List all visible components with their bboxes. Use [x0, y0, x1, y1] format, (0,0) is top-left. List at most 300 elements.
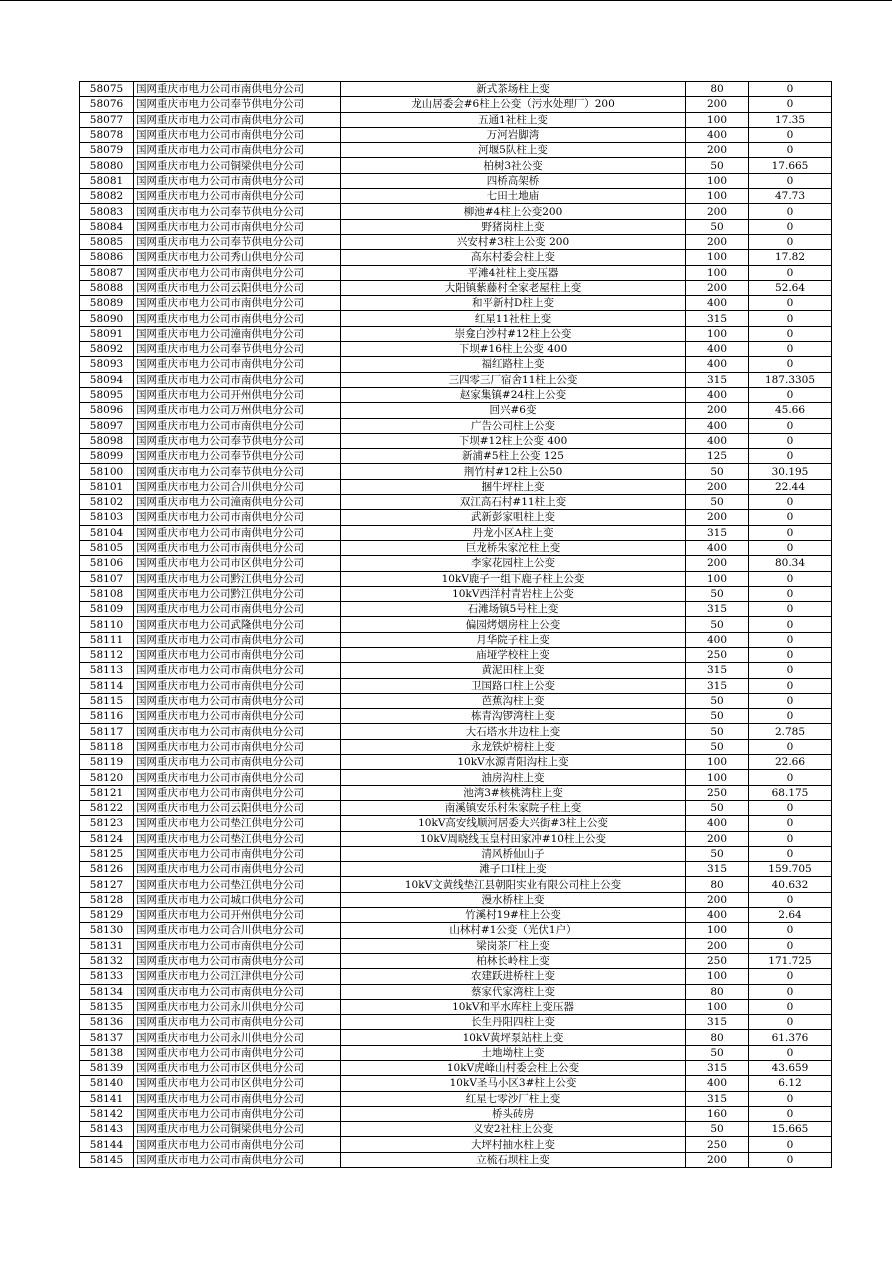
capacity-cell: 200: [686, 204, 749, 219]
transformer-name-cell: 新浦#5柱上公变 125: [341, 449, 686, 464]
value-cell: 159.705: [749, 862, 832, 877]
company-cell: 国网重庆市电力公司市南供电分公司: [134, 219, 341, 234]
transformer-name-cell: 巨龙桥朱家沱柱上变: [341, 540, 686, 555]
table-row: [80, 296, 832, 311]
transformer-name-cell: 大坪村抽水柱上变: [341, 1137, 686, 1152]
capacity-cell: 200: [686, 479, 749, 494]
transformer-name-cell: 赵家集镇#24柱上公变: [341, 387, 686, 402]
value-cell: 2.64: [749, 908, 832, 923]
company-cell: 国网重庆市电力公司市南供电分公司: [134, 938, 341, 953]
company-cell: 国网重庆市电力公司市南供电分公司: [134, 632, 341, 647]
value-cell: 0: [749, 1106, 832, 1121]
transformer-name-cell: 偏园烤烟房柱上公变: [341, 617, 686, 632]
capacity-cell: 50: [686, 800, 749, 815]
company-cell: 国网重庆市电力公司市南供电分公司: [134, 647, 341, 662]
transformer-name-cell: 李家花园柱上公变: [341, 556, 686, 571]
row-id-cell: 58133: [80, 969, 134, 984]
row-id-cell: 58145: [80, 1152, 134, 1167]
capacity-cell: 100: [686, 265, 749, 280]
company-cell: 国网重庆市电力公司市南供电分公司: [134, 357, 341, 372]
transformer-name-cell: 梁岗茶厂柱上变: [341, 938, 686, 953]
company-cell: 国网重庆市电力公司市南供电分公司: [134, 265, 341, 280]
transformer-name-cell: 龙山居委会#6柱上公变（污水处理厂）200: [341, 97, 686, 112]
value-cell: 0: [749, 495, 832, 510]
company-cell: 国网重庆市电力公司潼南供电分公司: [134, 495, 341, 510]
value-cell: 2.785: [749, 724, 832, 739]
row-id-cell: 58082: [80, 189, 134, 204]
table-row: [80, 250, 832, 265]
table-row: [80, 189, 832, 204]
value-cell: 0: [749, 693, 832, 708]
table-row: [80, 923, 832, 938]
capacity-cell: 315: [686, 862, 749, 877]
table-row: [80, 571, 832, 586]
capacity-cell: 200: [686, 510, 749, 525]
row-id-cell: 58092: [80, 342, 134, 357]
capacity-cell: 315: [686, 1015, 749, 1030]
transformer-name-cell: 柏林长岭柱上变: [341, 953, 686, 968]
value-cell: 40.632: [749, 877, 832, 892]
transformer-name-cell: 竹溪村19#柱上公变: [341, 908, 686, 923]
capacity-cell: 50: [686, 709, 749, 724]
value-cell: 0: [749, 923, 832, 938]
row-id-cell: 58107: [80, 571, 134, 586]
transformer-name-cell: 石滩场镇5号柱上变: [341, 602, 686, 617]
capacity-cell: 200: [686, 831, 749, 846]
value-cell: 0: [749, 540, 832, 555]
capacity-cell: 315: [686, 678, 749, 693]
capacity-cell: 315: [686, 525, 749, 540]
transformer-name-cell: 荆竹村#12柱上公50: [341, 464, 686, 479]
capacity-cell: 50: [686, 158, 749, 173]
company-cell: 国网重庆市电力公司市南供电分公司: [134, 143, 341, 158]
capacity-cell: 200: [686, 938, 749, 953]
company-cell: 国网重庆市电力公司市区供电分公司: [134, 1076, 341, 1091]
table-row: [80, 418, 832, 433]
table-row: [80, 311, 832, 326]
table-row: [80, 464, 832, 479]
value-cell: 0: [749, 831, 832, 846]
capacity-cell: 250: [686, 953, 749, 968]
capacity-cell: 100: [686, 571, 749, 586]
transformer-name-cell: 立梳石坝柱上变: [341, 1152, 686, 1167]
transformer-name-cell: 武新彭家咀柱上变: [341, 510, 686, 525]
transformer-name-cell: 10kV高安线顺河居委大兴街#3柱上公变: [341, 816, 686, 831]
value-cell: 22.44: [749, 479, 832, 494]
table-row: [80, 785, 832, 800]
row-id-cell: 58104: [80, 525, 134, 540]
table-row: [80, 1061, 832, 1076]
capacity-cell: 100: [686, 326, 749, 341]
capacity-cell: 100: [686, 923, 749, 938]
table-row: [80, 1106, 832, 1121]
row-id-cell: 58075: [80, 82, 134, 97]
value-cell: 0: [749, 311, 832, 326]
value-cell: 0: [749, 219, 832, 234]
table-row: [80, 173, 832, 188]
table-row: [80, 678, 832, 693]
capacity-cell: 315: [686, 311, 749, 326]
top-border-line: [0, 0, 892, 1]
company-cell: 国网重庆市电力公司垫江供电分公司: [134, 816, 341, 831]
value-cell: 0: [749, 709, 832, 724]
transformer-name-cell: 福红路柱上变: [341, 357, 686, 372]
company-cell: 国网重庆市电力公司奉节供电分公司: [134, 234, 341, 249]
capacity-cell: 400: [686, 632, 749, 647]
company-cell: 国网重庆市电力公司市南供电分公司: [134, 663, 341, 678]
row-id-cell: 58095: [80, 387, 134, 402]
row-id-cell: 58083: [80, 204, 134, 219]
company-cell: 国网重庆市电力公司合川供电分公司: [134, 479, 341, 494]
transformer-name-cell: 和平新村D柱上变: [341, 296, 686, 311]
transformer-name-cell: 月华院子柱上变: [341, 632, 686, 647]
capacity-cell: 200: [686, 1152, 749, 1167]
transformer-name-cell: 芭蕉沟柱上变: [341, 693, 686, 708]
table-row: [80, 1015, 832, 1030]
transformer-name-cell: 长生丹阳四柱上变: [341, 1015, 686, 1030]
value-cell: 0: [749, 82, 832, 97]
capacity-cell: 80: [686, 984, 749, 999]
row-id-cell: 58140: [80, 1076, 134, 1091]
company-cell: 国网重庆市电力公司市南供电分公司: [134, 678, 341, 693]
table-row: [80, 1137, 832, 1152]
table-row: [80, 372, 832, 387]
capacity-cell: 200: [686, 234, 749, 249]
company-cell: 国网重庆市电力公司云阳供电分公司: [134, 280, 341, 295]
table-row: [80, 433, 832, 448]
table-row: [80, 1122, 832, 1137]
value-cell: 0: [749, 510, 832, 525]
row-id-cell: 58087: [80, 265, 134, 280]
company-cell: 国网重庆市电力公司市南供电分公司: [134, 709, 341, 724]
table-row: [80, 1030, 832, 1045]
company-cell: 国网重庆市电力公司市南供电分公司: [134, 846, 341, 861]
company-cell: 国网重庆市电力公司铜梁供电分公司: [134, 1122, 341, 1137]
transformer-name-cell: 油房沟柱上变: [341, 770, 686, 785]
table-row: [80, 602, 832, 617]
company-cell: 国网重庆市电力公司黔江供电分公司: [134, 571, 341, 586]
row-id-cell: 58108: [80, 586, 134, 601]
company-cell: 国网重庆市电力公司奉节供电分公司: [134, 433, 341, 448]
table-row: [80, 617, 832, 632]
company-cell: 国网重庆市电力公司市区供电分公司: [134, 1061, 341, 1076]
transformer-name-cell: 池湾3#核桃湾柱上变: [341, 785, 686, 800]
company-cell: 国网重庆市电力公司垫江供电分公司: [134, 831, 341, 846]
capacity-cell: 100: [686, 250, 749, 265]
transformer-name-cell: 高东村委会柱上变: [341, 250, 686, 265]
value-cell: 0: [749, 816, 832, 831]
table-row: [80, 479, 832, 494]
capacity-cell: 50: [686, 1122, 749, 1137]
value-cell: 0: [749, 770, 832, 785]
value-cell: 0: [749, 1091, 832, 1106]
row-id-cell: 58121: [80, 785, 134, 800]
value-cell: 0: [749, 571, 832, 586]
company-cell: 国网重庆市电力公司奉节供电分公司: [134, 449, 341, 464]
transformer-name-cell: 滩子口Ⅰ柱上变: [341, 862, 686, 877]
value-cell: 0: [749, 1045, 832, 1060]
row-id-cell: 58114: [80, 678, 134, 693]
value-cell: 45.66: [749, 403, 832, 418]
capacity-cell: 50: [686, 464, 749, 479]
company-cell: 国网重庆市电力公司奉节供电分公司: [134, 342, 341, 357]
value-cell: 0: [749, 602, 832, 617]
capacity-cell: 50: [686, 846, 749, 861]
transformer-name-cell: 崇龛白沙村#12柱上公变: [341, 326, 686, 341]
row-id-cell: 58085: [80, 234, 134, 249]
value-cell: 17.665: [749, 158, 832, 173]
row-id-cell: 58105: [80, 540, 134, 555]
capacity-cell: 50: [686, 495, 749, 510]
company-cell: 国网重庆市电力公司市南供电分公司: [134, 525, 341, 540]
table-row: [80, 1152, 832, 1167]
table-row: [80, 908, 832, 923]
transformer-name-cell: 下坝#16柱上公变 400: [341, 342, 686, 357]
capacity-cell: 100: [686, 189, 749, 204]
transformer-name-cell: 回兴#6变: [341, 403, 686, 418]
row-id-cell: 58115: [80, 693, 134, 708]
company-cell: 国网重庆市电力公司市南供电分公司: [134, 1152, 341, 1167]
table-row: [80, 1076, 832, 1091]
row-id-cell: 58134: [80, 984, 134, 999]
value-cell: 0: [749, 525, 832, 540]
table-row: [80, 280, 832, 295]
value-cell: 171.725: [749, 953, 832, 968]
transformer-name-cell: 庙垭学校柱上变: [341, 647, 686, 662]
transformer-name-cell: 野猪岗柱上变: [341, 219, 686, 234]
company-cell: 国网重庆市电力公司城口供电分公司: [134, 892, 341, 907]
table-row: [80, 862, 832, 877]
value-cell: 0: [749, 647, 832, 662]
transformer-name-cell: 蔡家代家湾柱上变: [341, 984, 686, 999]
transformer-name-cell: 桥头砖房: [341, 1106, 686, 1121]
transformer-name-cell: 大阳镇紫藤村全家老屋柱上变: [341, 280, 686, 295]
company-cell: 国网重庆市电力公司秀山供电分公司: [134, 250, 341, 265]
row-id-cell: 58098: [80, 433, 134, 448]
row-id-cell: 58079: [80, 143, 134, 158]
capacity-cell: 100: [686, 770, 749, 785]
company-cell: 国网重庆市电力公司市南供电分公司: [134, 770, 341, 785]
company-cell: 国网重庆市电力公司铜梁供电分公司: [134, 158, 341, 173]
table-row: [80, 219, 832, 234]
value-cell: 0: [749, 326, 832, 341]
row-id-cell: 58096: [80, 403, 134, 418]
transformer-name-cell: 大石塔水井边柱上变: [341, 724, 686, 739]
capacity-cell: 200: [686, 143, 749, 158]
row-id-cell: 58130: [80, 923, 134, 938]
company-cell: 国网重庆市电力公司市南供电分公司: [134, 510, 341, 525]
capacity-cell: 100: [686, 173, 749, 188]
capacity-cell: 400: [686, 1076, 749, 1091]
company-cell: 国网重庆市电力公司市南供电分公司: [134, 189, 341, 204]
capacity-cell: 160: [686, 1106, 749, 1121]
row-id-cell: 58094: [80, 372, 134, 387]
transformer-name-cell: 10kV水源青阳沟柱上变: [341, 755, 686, 770]
table-row: [80, 326, 832, 341]
transformer-name-cell: 五通1社柱上变: [341, 112, 686, 127]
table-row: [80, 342, 832, 357]
capacity-cell: 400: [686, 433, 749, 448]
capacity-cell: 400: [686, 418, 749, 433]
table-row: [80, 724, 832, 739]
value-cell: 17.35: [749, 112, 832, 127]
table-row: [80, 755, 832, 770]
row-id-cell: 58128: [80, 892, 134, 907]
transformer-name-cell: 七田土地庙: [341, 189, 686, 204]
transformer-name-cell: 捆牛坪柱上变: [341, 479, 686, 494]
company-cell: 国网重庆市电力公司武隆供电分公司: [134, 617, 341, 632]
value-cell: 0: [749, 173, 832, 188]
table-row: [80, 540, 832, 555]
table-row: [80, 586, 832, 601]
transformer-name-cell: 红星七零沙厂柱上变: [341, 1091, 686, 1106]
capacity-cell: 400: [686, 816, 749, 831]
value-cell: 52.64: [749, 280, 832, 295]
row-id-cell: 58091: [80, 326, 134, 341]
table-row: [80, 556, 832, 571]
table-row: [80, 158, 832, 173]
row-id-cell: 58101: [80, 479, 134, 494]
row-id-cell: 58141: [80, 1091, 134, 1106]
capacity-cell: 400: [686, 540, 749, 555]
company-cell: 国网重庆市电力公司云阳供电分公司: [134, 800, 341, 815]
row-id-cell: 58111: [80, 632, 134, 647]
table-row: [80, 510, 832, 525]
row-id-cell: 58137: [80, 1030, 134, 1045]
table-row: [80, 403, 832, 418]
capacity-cell: 50: [686, 219, 749, 234]
capacity-cell: 80: [686, 877, 749, 892]
transformer-name-cell: 南溪镇安乐村朱家院子柱上变: [341, 800, 686, 815]
transformer-name-cell: 河堰5队柱上变: [341, 143, 686, 158]
transformer-name-cell: 三四零三厂宿舍11柱上公变: [341, 372, 686, 387]
transformer-name-cell: 10kV鹿子一组下鹿子柱上公变: [341, 571, 686, 586]
capacity-cell: 315: [686, 372, 749, 387]
transformer-name-cell: 永龙铁炉榜柱上变: [341, 739, 686, 754]
table-row: [80, 265, 832, 280]
row-id-cell: 58131: [80, 938, 134, 953]
row-id-cell: 58100: [80, 464, 134, 479]
table-row: [80, 449, 832, 464]
company-cell: 国网重庆市电力公司潼南供电分公司: [134, 326, 341, 341]
company-cell: 国网重庆市电力公司市南供电分公司: [134, 311, 341, 326]
company-cell: 国网重庆市电力公司奉节供电分公司: [134, 464, 341, 479]
table-row: [80, 892, 832, 907]
transformer-name-cell: 黄泥田柱上变: [341, 663, 686, 678]
value-cell: 80.34: [749, 556, 832, 571]
row-id-cell: 58129: [80, 908, 134, 923]
value-cell: 0: [749, 846, 832, 861]
company-cell: 国网重庆市电力公司市南供电分公司: [134, 418, 341, 433]
row-id-cell: 58135: [80, 999, 134, 1014]
row-id-cell: 58117: [80, 724, 134, 739]
value-cell: 0: [749, 586, 832, 601]
transformer-name-cell: 10kV西洋村青岩柱上公变: [341, 586, 686, 601]
capacity-cell: 200: [686, 892, 749, 907]
table-row: [80, 663, 832, 678]
row-id-cell: 58109: [80, 602, 134, 617]
value-cell: 61.376: [749, 1030, 832, 1045]
row-id-cell: 58143: [80, 1122, 134, 1137]
value-cell: 0: [749, 663, 832, 678]
transformer-name-cell: 丹龙小区A柱上变: [341, 525, 686, 540]
company-cell: 国网重庆市电力公司市南供电分公司: [134, 602, 341, 617]
table-row: [80, 693, 832, 708]
table-row: [80, 127, 832, 142]
transformer-name-cell: 10kV文黄线垫江县朝阳实业有限公司柱上公变: [341, 877, 686, 892]
value-cell: 0: [749, 143, 832, 158]
capacity-cell: 100: [686, 755, 749, 770]
table-row: [80, 999, 832, 1014]
row-id-cell: 58126: [80, 862, 134, 877]
table-row: [80, 709, 832, 724]
transformer-name-cell: 栋青沟锣湾柱上变: [341, 709, 686, 724]
capacity-cell: 250: [686, 785, 749, 800]
value-cell: 6.12: [749, 1076, 832, 1091]
value-cell: 43.659: [749, 1061, 832, 1076]
row-id-cell: 58124: [80, 831, 134, 846]
transformer-name-cell: 土地坳柱上变: [341, 1045, 686, 1060]
value-cell: 0: [749, 800, 832, 815]
capacity-cell: 400: [686, 387, 749, 402]
value-cell: 17.82: [749, 250, 832, 265]
transformer-name-cell: 清风桥仙山子: [341, 846, 686, 861]
company-cell: 国网重庆市电力公司市南供电分公司: [134, 1015, 341, 1030]
value-cell: 0: [749, 418, 832, 433]
value-cell: 30.195: [749, 464, 832, 479]
transformer-name-cell: 10kV周晓线玉皇村田家冲#10柱上公变: [341, 831, 686, 846]
row-id-cell: 58127: [80, 877, 134, 892]
table-row: [80, 938, 832, 953]
capacity-cell: 315: [686, 1061, 749, 1076]
row-id-cell: 58123: [80, 816, 134, 831]
capacity-cell: 100: [686, 112, 749, 127]
capacity-cell: 80: [686, 82, 749, 97]
company-cell: 国网重庆市电力公司市南供电分公司: [134, 1045, 341, 1060]
table-row: [80, 525, 832, 540]
row-id-cell: 58132: [80, 953, 134, 968]
row-id-cell: 58113: [80, 663, 134, 678]
company-cell: 国网重庆市电力公司市南供电分公司: [134, 862, 341, 877]
capacity-cell: 100: [686, 999, 749, 1014]
company-cell: 国网重庆市电力公司永川供电分公司: [134, 999, 341, 1014]
company-cell: 国网重庆市电力公司市南供电分公司: [134, 693, 341, 708]
row-id-cell: 58139: [80, 1061, 134, 1076]
row-id-cell: 58088: [80, 280, 134, 295]
company-cell: 国网重庆市电力公司市南供电分公司: [134, 540, 341, 555]
transformer-name-cell: 下坝#12柱上公变 400: [341, 433, 686, 448]
company-cell: 国网重庆市电力公司市南供电分公司: [134, 82, 341, 97]
value-cell: 0: [749, 892, 832, 907]
value-cell: 0: [749, 433, 832, 448]
table-row: [80, 97, 832, 112]
company-cell: 国网重庆市电力公司市南供电分公司: [134, 1091, 341, 1106]
company-cell: 国网重庆市电力公司江津供电分公司: [134, 969, 341, 984]
transformer-name-cell: 新式茶场柱上变: [341, 82, 686, 97]
row-id-cell: 58076: [80, 97, 134, 112]
capacity-cell: 315: [686, 1091, 749, 1106]
transformer-table: [79, 81, 832, 1168]
row-id-cell: 58103: [80, 510, 134, 525]
value-cell: 0: [749, 265, 832, 280]
company-cell: 国网重庆市电力公司万州供电分公司: [134, 403, 341, 418]
table-row: [80, 969, 832, 984]
company-cell: 国网重庆市电力公司市南供电分公司: [134, 296, 341, 311]
row-id-cell: 58099: [80, 449, 134, 464]
row-id-cell: 58102: [80, 495, 134, 510]
company-cell: 国网重庆市电力公司开州供电分公司: [134, 908, 341, 923]
value-cell: 0: [749, 1015, 832, 1030]
